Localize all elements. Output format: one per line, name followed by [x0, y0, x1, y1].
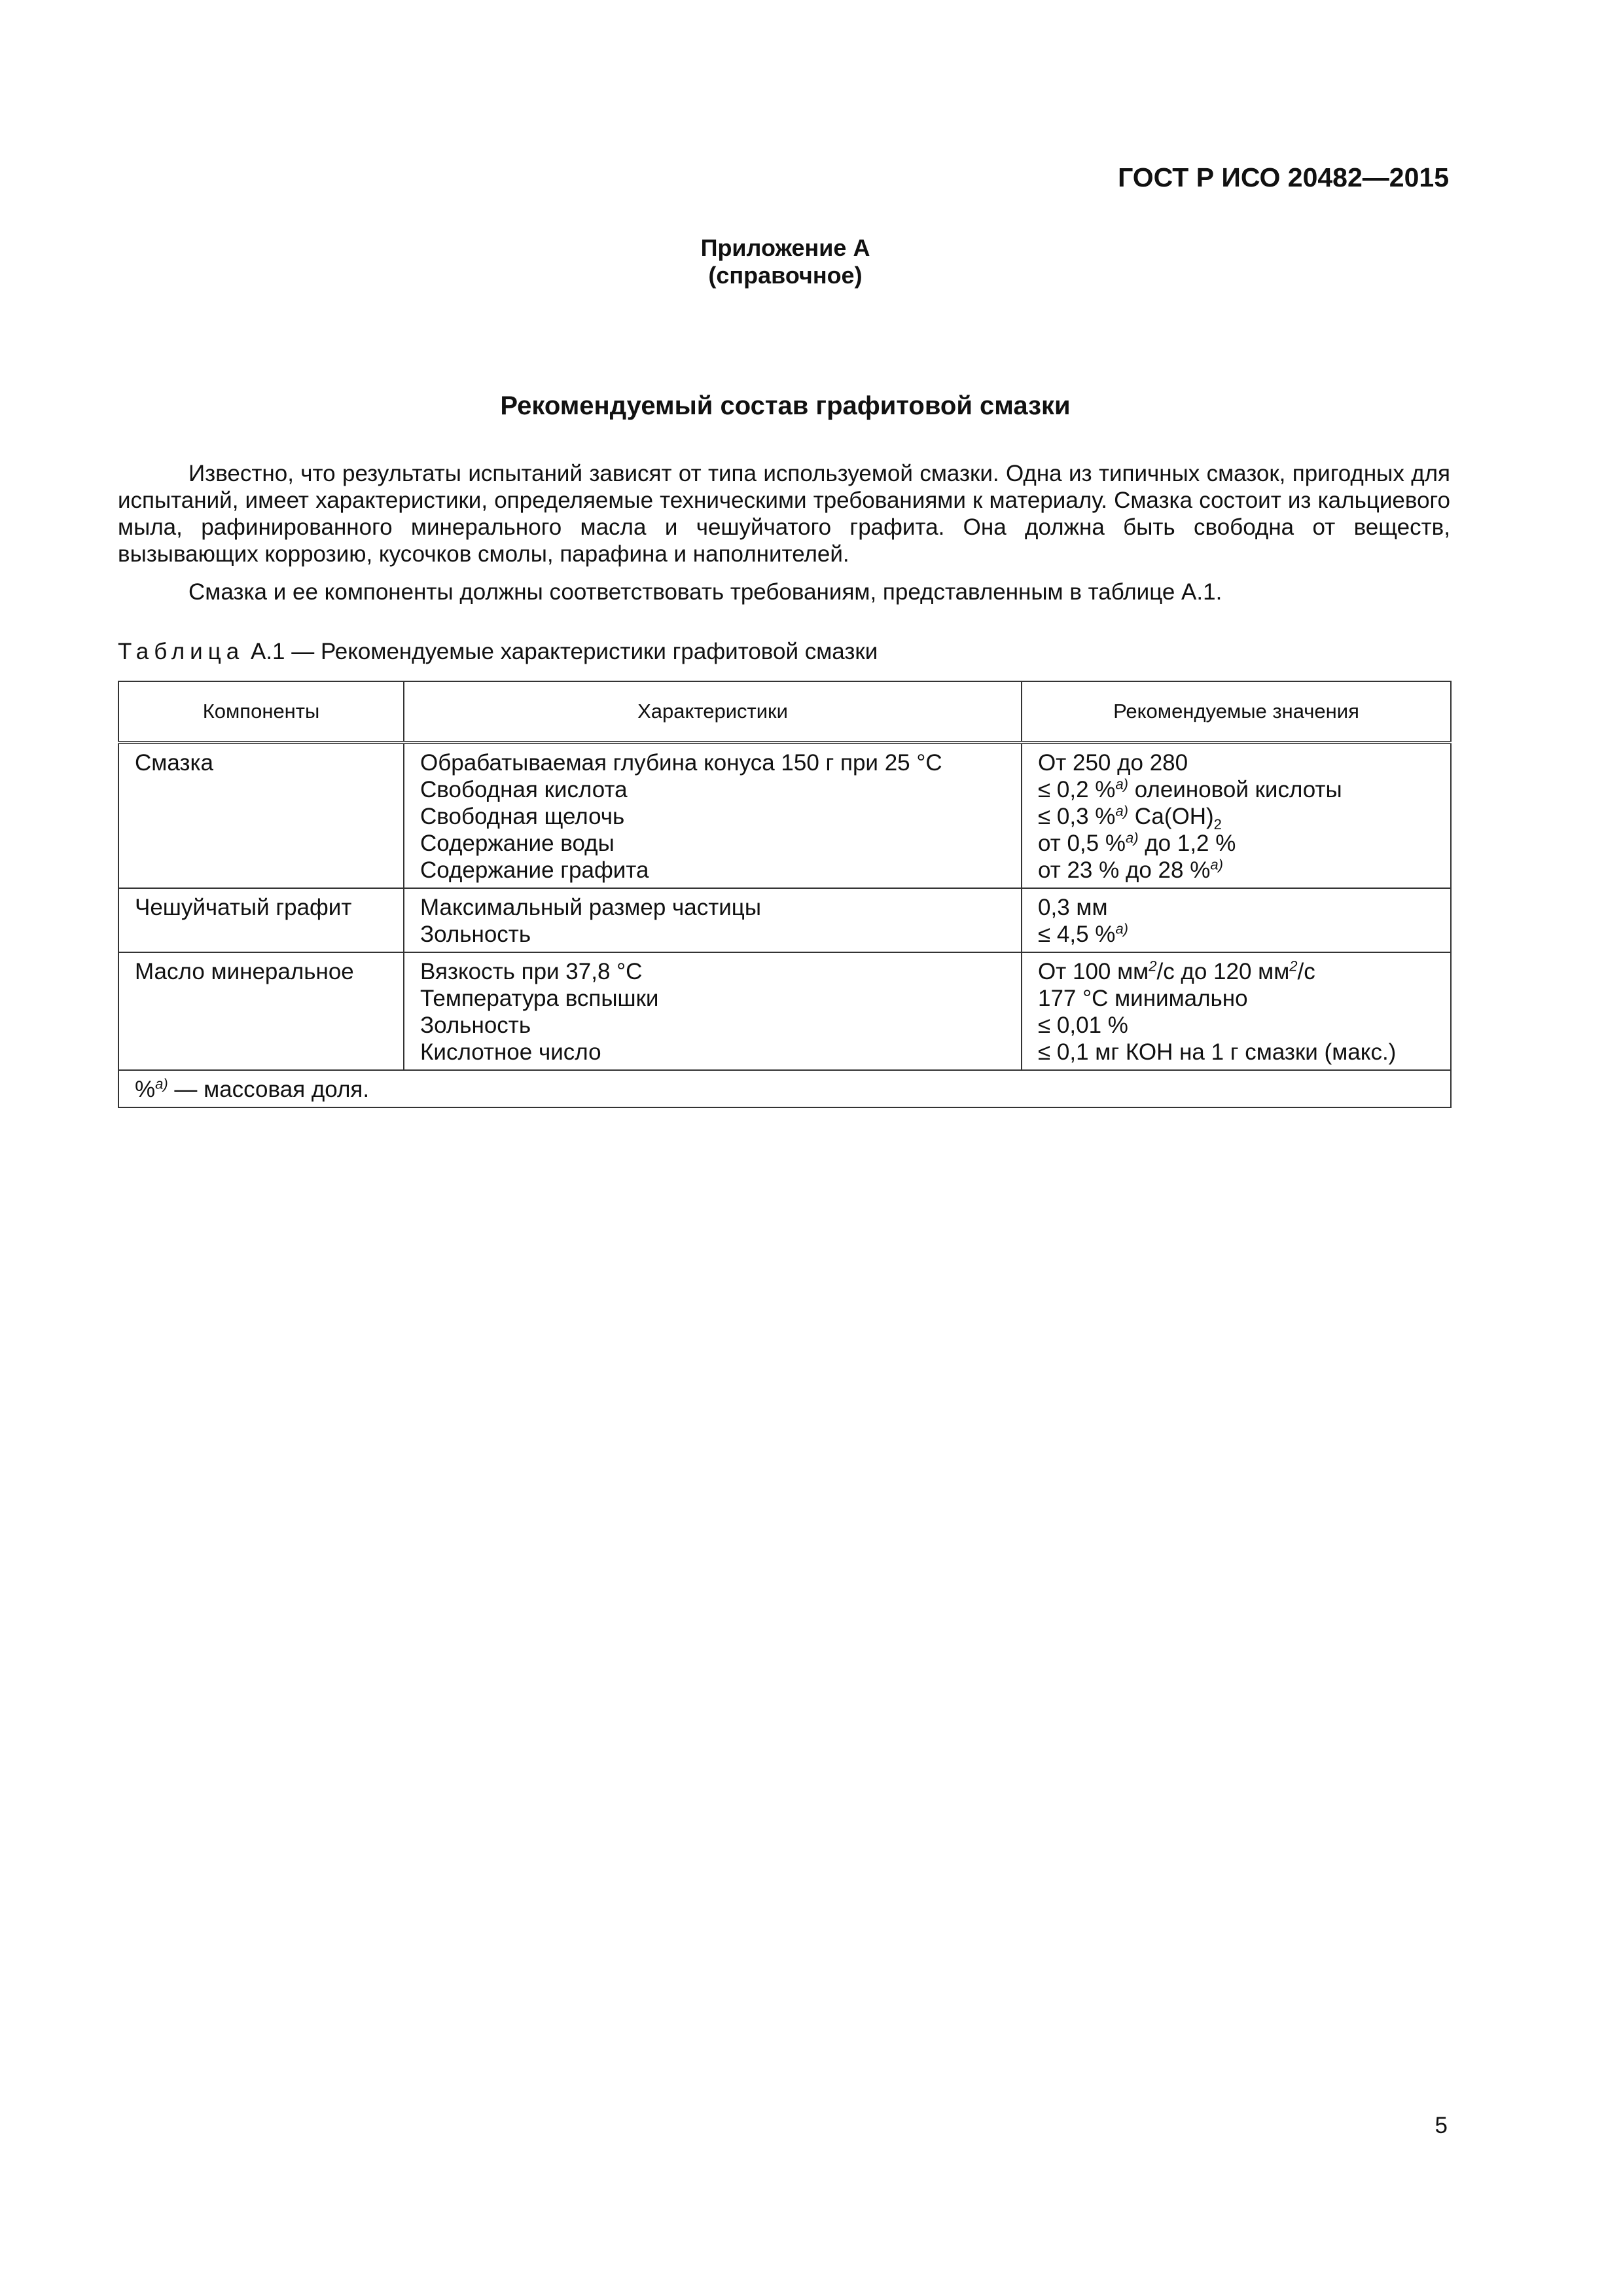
characteristics-table — [118, 681, 1452, 1108]
text-fragment: — массовая доля. — [168, 1077, 370, 1102]
footnote-text — [119, 1071, 1450, 1107]
component-cell — [118, 952, 404, 1070]
characteristics-cell — [404, 743, 1022, 889]
page-number: 5 — [1435, 2113, 1448, 2138]
characteristics-cell — [404, 952, 1022, 1070]
value-line — [1038, 830, 1435, 857]
header-recommended-values: Рекомендуемые значения — [1022, 681, 1451, 743]
characteristic-line: Свободная щелочь — [420, 804, 625, 829]
header-characteristics: Характеристики — [404, 681, 1022, 743]
text-fragment: 2 — [1149, 958, 1157, 975]
characteristic-line: Содержание графита — [420, 857, 649, 883]
component-name: Чешуйчатый графит — [135, 895, 352, 920]
text-fragment: а) — [1125, 829, 1139, 846]
value-line — [1038, 857, 1435, 884]
table-footnote — [118, 1070, 1451, 1107]
component-name: Масло минеральное — [135, 959, 354, 984]
value-line — [1038, 985, 1435, 1012]
characteristic-line: Максимальный размер частицы — [420, 895, 762, 920]
text-fragment: ≤ 0,1 мг КОН на 1 г смазки (макс.) — [1038, 1039, 1397, 1065]
values-cell — [1022, 888, 1451, 952]
text-fragment: 2 — [1213, 816, 1222, 833]
value-line — [1038, 1012, 1435, 1039]
table-header-row — [118, 681, 1451, 743]
characteristics-cell — [404, 888, 1022, 952]
text-fragment: 2 — [1289, 958, 1298, 975]
table-footnote-row — [118, 1070, 1451, 1107]
text-fragment: а) — [155, 1075, 168, 1092]
text-fragment: а) — [1115, 920, 1128, 937]
text-fragment: ≤ 0,01 % — [1038, 1013, 1128, 1038]
value-line — [1038, 894, 1435, 921]
text-fragment: От 250 до 280 — [1038, 750, 1188, 776]
component-cell — [118, 743, 404, 889]
annex-title: Приложение А — [700, 234, 870, 261]
text-fragment: от 23 % до 28 % — [1038, 857, 1211, 883]
characteristic-line: Вязкость при 37,8 °С — [420, 959, 643, 984]
table-row — [118, 888, 1451, 952]
table-caption-label: Таблица — [118, 639, 245, 664]
table-row — [118, 743, 1451, 889]
component-name: Смазка — [135, 750, 214, 776]
characteristic-line: Свободная кислота — [420, 777, 628, 802]
value-line — [1038, 749, 1435, 776]
text-fragment: От 100 мм — [1038, 959, 1149, 984]
value-line — [1038, 958, 1435, 985]
characteristic-line: Кислотное число — [420, 1039, 601, 1065]
text-fragment: олеиновой кислоты — [1128, 777, 1342, 802]
text-fragment: % — [135, 1077, 156, 1102]
paragraph-text: Известно, что результаты испытаний зависят от типа используемой смазки. Одна из типичных смазок, пригодных для испытаний, имеет характеристики, определяемые техническими требованиями к материалу. Смазка состоит из кальциевого мыла, рафинированного минерального масла и чешуйчатого графита. Она должна быть свободна от веществ, вызывающих коррозию, кусочков смолы, парафина и наполнителей. — [118, 461, 1450, 567]
text-fragment: а) — [1115, 776, 1128, 793]
table-row — [118, 952, 1451, 1070]
value-line — [1038, 802, 1435, 833]
text-fragment: 0,3 мм — [1038, 895, 1108, 920]
value-line — [1038, 1039, 1435, 1066]
annex-status: (справочное) — [708, 262, 863, 289]
characteristic-line: Содержание воды — [420, 831, 615, 856]
characteristic-line: Зольность — [420, 922, 531, 947]
table-caption — [118, 639, 878, 665]
characteristic-line: Температура вспышки — [420, 986, 659, 1011]
text-fragment: а) — [1210, 856, 1223, 873]
component-cell — [118, 888, 404, 952]
text-fragment: до 1,2 % — [1138, 831, 1236, 856]
value-line — [1038, 921, 1435, 948]
characteristic-line: Обрабатываемая глубина конуса 150 г при 25 °С — [420, 750, 942, 776]
text-fragment: Са(ОН) — [1128, 804, 1214, 829]
header-components: Компоненты — [118, 681, 404, 743]
text-fragment: ≤ 0,3 % — [1038, 804, 1116, 829]
document-code: ГОСТ Р ИСО 20482—2015 — [1118, 162, 1449, 192]
paragraph-text: Смазка и ее компоненты должны соответствовать требованиям, представленным в таблице А.1. — [188, 579, 1222, 605]
characteristic-line: Зольность — [420, 1013, 531, 1038]
text-fragment: от 0,5 % — [1038, 831, 1126, 856]
text-fragment: ≤ 0,2 % — [1038, 777, 1116, 802]
table-body — [118, 743, 1451, 1071]
text-fragment: ≤ 4,5 % — [1038, 922, 1116, 947]
values-cell — [1022, 952, 1451, 1070]
text-fragment: 177 °С минимально — [1038, 986, 1248, 1011]
requirements-paragraph — [118, 579, 1450, 605]
table-caption-text: А.1 — Рекомендуемые характеристики графитовой смазки — [250, 639, 878, 664]
section-title: Рекомендуемый состав графитовой смазки — [500, 391, 1071, 420]
values-cell — [1022, 743, 1451, 889]
value-line — [1038, 776, 1435, 803]
text-fragment: /с — [1297, 959, 1315, 984]
text-fragment: а) — [1115, 802, 1128, 819]
text-fragment: /с до 120 мм — [1156, 959, 1290, 984]
intro-paragraph — [118, 460, 1450, 567]
